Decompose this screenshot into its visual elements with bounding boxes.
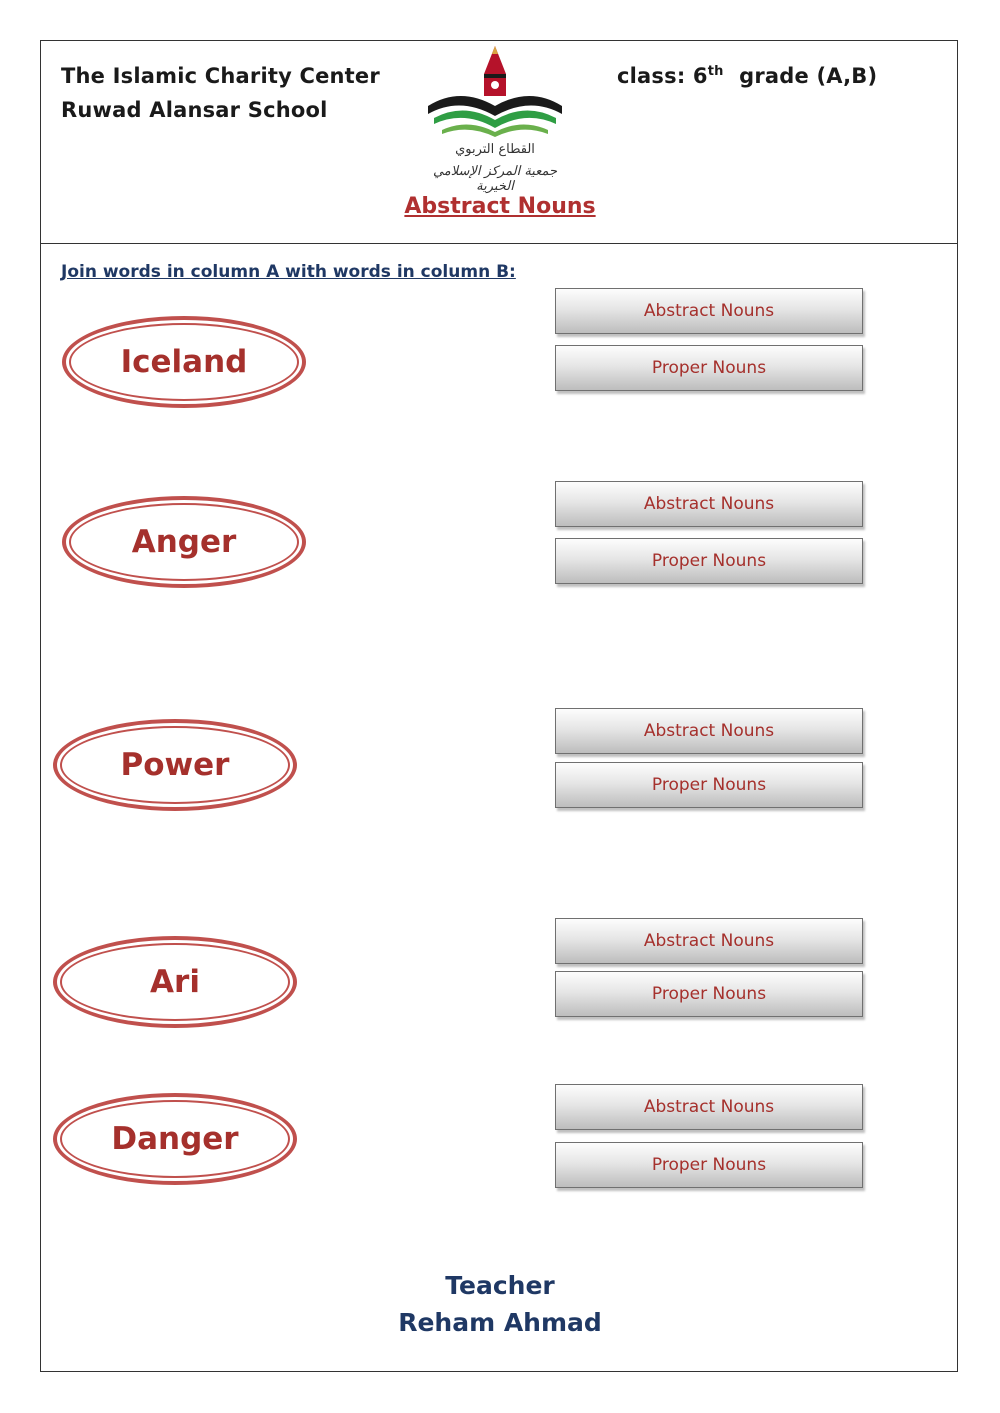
option-abstract-nouns[interactable]: Abstract Nouns (555, 918, 863, 964)
word-oval-1[interactable] (62, 316, 306, 408)
class-suffix: grade (A,B) (739, 64, 878, 88)
school-name-line1: The Islamic Charity Center (61, 64, 380, 88)
word-oval-4[interactable] (53, 936, 297, 1028)
option-abstract-nouns[interactable]: Abstract Nouns (555, 1084, 863, 1130)
logo-emblem (420, 44, 570, 139)
header-divider (40, 243, 958, 244)
logo-arabic-line2: جمعية المركز الإسلامي الخيرية (432, 164, 558, 194)
option-proper-nouns[interactable]: Proper Nouns (555, 345, 863, 391)
word-label: Power (120, 747, 230, 783)
option-proper-nouns[interactable]: Proper Nouns (555, 971, 863, 1017)
school-name-line2: Ruwad Alansar School (61, 98, 328, 122)
option-proper-nouns[interactable]: Proper Nouns (555, 762, 863, 808)
word-label: Iceland (120, 344, 248, 380)
footer-teacher-label: Teacher (445, 1271, 555, 1300)
school-logo (420, 44, 570, 194)
option-abstract-nouns[interactable]: Abstract Nouns (555, 288, 863, 334)
class-superscript: th (707, 64, 724, 79)
word-label: Anger (131, 524, 237, 560)
word-label: Danger (111, 1121, 239, 1157)
word-oval-3[interactable] (53, 719, 297, 811)
word-label: Ari (150, 964, 200, 1000)
instruction-text: Join words in column A with words in column B: (61, 262, 516, 282)
word-oval-2[interactable] (62, 496, 306, 588)
class-info (617, 64, 877, 88)
option-abstract-nouns[interactable]: Abstract Nouns (555, 708, 863, 754)
option-proper-nouns[interactable]: Proper Nouns (555, 538, 863, 584)
logo-arabic-line1: القطاع التربوي (455, 142, 535, 157)
word-oval-5[interactable] (53, 1093, 297, 1185)
option-abstract-nouns[interactable]: Abstract Nouns (555, 481, 863, 527)
worksheet-title: Abstract Nouns (404, 194, 596, 219)
option-proper-nouns[interactable]: Proper Nouns (555, 1142, 863, 1188)
class-prefix: class: 6 (617, 64, 708, 88)
footer-teacher-name: Reham Ahmad (398, 1308, 602, 1337)
